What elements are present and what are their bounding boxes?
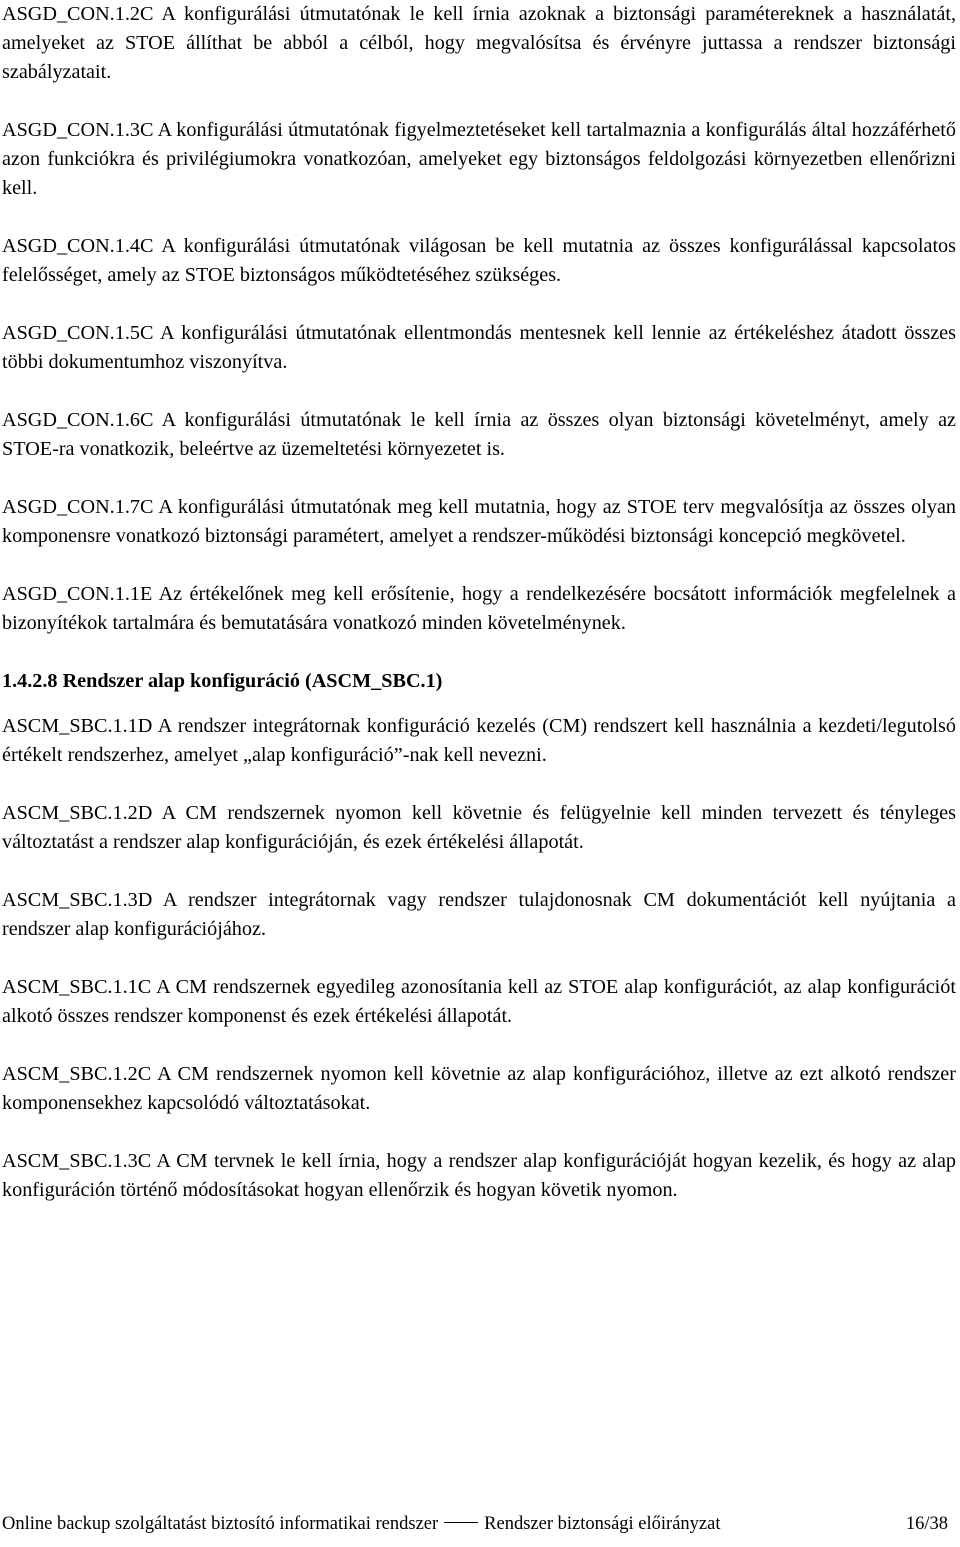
paragraph-asgd-con-1-3c: ASGD_CON.1.3C A konfigurálási útmutatónak figyelmeztetéseket kell tartalmaznia a konfigurálás által hozzáférhető azon funkciókra és privilégiumokra vonatkozóan, amelyeket egy biztonságos feldolgozási környezetben ellenőrizni kell. xyxy=(2,119,956,199)
footer-title xyxy=(2,1511,720,1537)
paragraph-gap xyxy=(2,1031,956,1060)
page-footer xyxy=(2,1511,948,1537)
footer-dash xyxy=(444,1522,478,1523)
paragraph-gap xyxy=(2,770,956,799)
paragraph-asgd-con-1-2c: ASGD_CON.1.2C A konfigurálási útmutatónak le kell írnia azoknak a biztonsági paramétereknek a használatát, amelyeket az STOE állíthat be abból a célból, hogy megvalósítsa és érvényre juttassa a rendszer biztonsági szabályzatait. xyxy=(2,3,956,83)
paragraph-ascm-sbc-1-2c: ASCM_SBC.1.2C A CM rendszernek nyomon kell követnie az alap konfigurációhoz, illetve az ezt alkotó rendszer komponensekhez kapcsolódó változtatásokat. xyxy=(2,1063,956,1114)
paragraph-ascm-sbc-1-1c: ASCM_SBC.1.1C A CM rendszernek egyedileg azonosítania kell az STOE alap konfigurációt, az alap konfigurációt alkotó összes rendszer komponenst és ezek értékelési állapotát. xyxy=(2,976,956,1027)
paragraph-asgd-con-1-7c: ASGD_CON.1.7C A konfigurálási útmutatónak meg kell mutatnia, hogy az STOE terv megvalósítja az összes olyan komponensre vonatkozó biztonsági paramétert, amelyet a rendszer-működési biztonsági koncepció megkövetel. xyxy=(2,496,956,547)
paragraph-gap xyxy=(2,203,956,232)
paragraph-gap xyxy=(2,1118,956,1147)
paragraph-gap xyxy=(2,638,956,667)
document-body xyxy=(2,0,956,1205)
heading-gap xyxy=(2,696,956,712)
paragraph-ascm-sbc-1-3c: ASCM_SBC.1.3C A CM tervnek le kell írnia, hogy a rendszer alap konfigurációját hogyan kezelik, és hogy az alap konfiguráción történő módosításokat hogyan ellenőrzik és hogyan követik nyomon. xyxy=(2,1150,956,1201)
paragraph-gap xyxy=(2,87,956,116)
paragraph-ascm-sbc-1-1d: ASCM_SBC.1.1D A rendszer integrátornak konfiguráció kezelés (CM) rendszert kell használnia a kezdeti/legutolsó értékelt rendszerhez, amelyet „alap konfiguráció”-nak kell nevezni. xyxy=(2,715,956,766)
paragraph-asgd-con-1-1e: ASGD_CON.1.1E Az értékelőnek meg kell erősítenie, hogy a rendelkezésére bocsátott információk megfelelnek a bizonyítékok tartalmára és bemutatására vonatkozó minden követelménynek. xyxy=(2,583,956,634)
paragraph-gap xyxy=(2,551,956,580)
paragraph-gap xyxy=(2,290,956,319)
paragraph-ascm-sbc-1-3d: ASCM_SBC.1.3D A rendszer integrátornak vagy rendszer tulajdonosnak CM dokumentációt kell nyújtania a rendszer alap konfigurációjához. xyxy=(2,889,956,940)
page-number: 16/38 xyxy=(905,1514,948,1534)
paragraph-gap xyxy=(2,377,956,406)
section-heading: 1.4.2.8 Rendszer alap konfiguráció (ASCM_SBC.1) xyxy=(2,670,443,692)
paragraph-gap xyxy=(2,857,956,886)
paragraph-ascm-sbc-1-2d: ASCM_SBC.1.2D A CM rendszernek nyomon kell követnie és felügyelnie kell minden tervezett és tényleges változtatást a rendszer alap konfigurációján, és ezek értékelési állapotát. xyxy=(2,802,956,853)
footer-document-name: Rendszer biztonsági előirányzat xyxy=(484,1514,721,1534)
paragraph-asgd-con-1-4c: ASGD_CON.1.4C A konfigurálási útmutatónak világosan be kell mutatnia az összes konfigurálással kapcsolatos felelősséget, amely az STOE biztonságos működtetéséhez szükséges. xyxy=(2,235,956,286)
paragraph-asgd-con-1-6c: ASGD_CON.1.6C A konfigurálási útmutatónak le kell írnia az összes olyan biztonsági követelményt, amely az STOE-ra vonatkozik, beleértve az üzemeltetési környezetet is. xyxy=(2,409,956,460)
footer-system-name: Online backup szolgáltatást biztosító informatikai rendszer xyxy=(2,1514,439,1534)
paragraph-gap xyxy=(2,464,956,493)
paragraph-asgd-con-1-5c: ASGD_CON.1.5C A konfigurálási útmutatónak ellentmondás mentesnek kell lennie az értékeléshez átadott összes többi dokumentumhoz viszonyítva. xyxy=(2,322,956,373)
paragraph-gap xyxy=(2,944,956,973)
